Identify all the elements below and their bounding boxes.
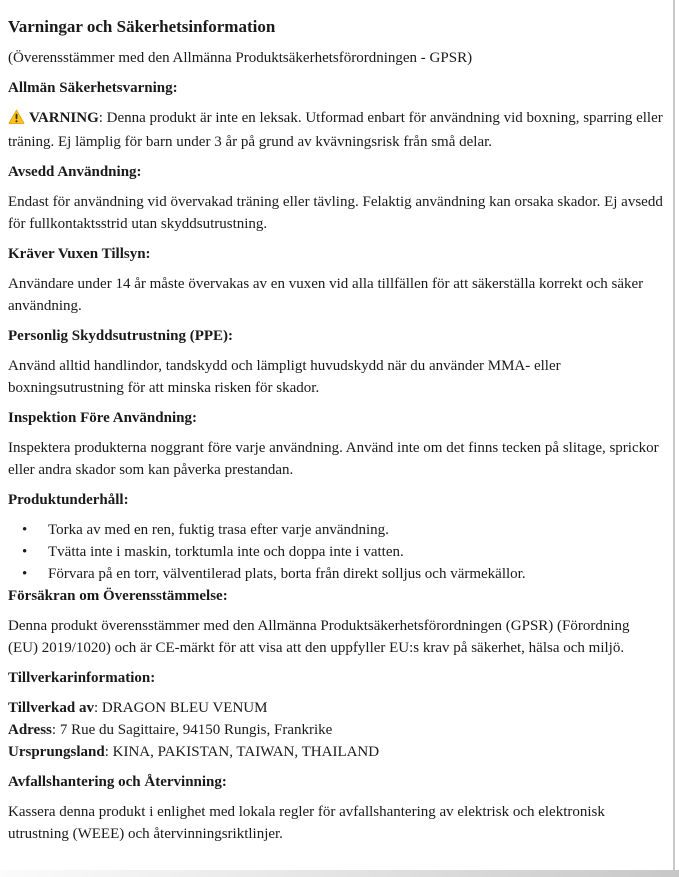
conformity-text: Denna produkt överensstämmer med den Allmänna Produktsäkerhetsförordningen (GPSR) (Förordning (EU) 2019/1020) och är CE-märkt för att visa att den uppfyller EU:s krav på säkerhet, hälsa och miljö.	[8, 618, 630, 656]
section-heading-intended-use: Avsedd Användning:	[8, 164, 142, 180]
gpsr-subtitle: (Överensstämmer med den Allmänna Produktsäkerhetsförordningen - GPSR)	[8, 50, 473, 66]
intended-use-text: Endast för användning vid övervakad träning eller tävling. Felaktig användning kan orsaka skador. Ej avsedd för fullkontaktsstrid utan skyddsutrustning.	[8, 194, 663, 232]
section-heading-ppe: Personlig Skyddsutrustning (PPE):	[8, 328, 234, 344]
disposal-text: Kassera denna produkt i enlighet med lokala regler för avfallshantering av elektrisk och elektronisk utrustning (WEEE) och återvinningsriktlinjer.	[8, 804, 605, 842]
inspection-text: Inspektera produkterna noggrant före varje användning. Använd inte om det finns tecken på slitage, sprickor eller andra skador som kan påverka prestandan.	[8, 440, 659, 478]
manufacturer-name-line	[8, 697, 663, 719]
manufacturer-label: Tillverkad av	[8, 700, 94, 716]
maintenance-list	[8, 519, 663, 585]
section-heading-supervision: Kräver Vuxen Tillsyn:	[8, 246, 151, 262]
warning-body-text: Utformad enbart för användning vid boxning, sparring eller träning. Ej lämplig för barn under 3 år på grund av kvävningsrisk från små delar.	[8, 110, 663, 150]
address-value: : 7 Rue du Sagittaire, 94150 Rungis, Frankrike	[51, 722, 333, 738]
list-item: • Förvara på en torr, välventilerad plats, borta från direkt solljus och värmekällor.	[22, 563, 663, 585]
warning-paragraph	[8, 107, 663, 153]
list-item: • Torka av med en ren, fuktig trasa efter varje användning.	[22, 519, 663, 541]
warning-label: VARNING	[29, 110, 99, 126]
address-line	[8, 719, 663, 741]
page-title: Varningar och Säkerhetsinformation	[8, 17, 276, 36]
section-heading-disposal: Avfallshantering och Återvinning:	[8, 774, 227, 790]
section-heading-conformity: Försäkran om Överensstämmelse:	[8, 588, 228, 604]
section-heading-inspection: Inspektion Före Användning:	[8, 410, 197, 426]
manufacturer-value: : DRAGON BLEU VENUM	[94, 700, 268, 716]
origin-value: : KINA, PAKISTAN, TAIWAN, THAILAND	[104, 744, 380, 760]
origin-label: Ursprungsland	[8, 744, 105, 760]
list-item: • Tvätta inte i maskin, torktumla inte och doppa inte i vatten.	[22, 541, 663, 563]
section-heading-manufacturer: Tillverkarinformation:	[8, 670, 156, 686]
manufacturer-info	[8, 697, 663, 763]
address-label: Adress	[8, 722, 52, 738]
ppe-text: Använd alltid handlindor, tandskydd och lämpligt huvudskydd när du använder MMA- eller boxningsutrustning för att minska risken för skador.	[8, 358, 561, 396]
warning-triangle-icon	[8, 109, 25, 131]
page-right-edge	[673, 0, 675, 870]
page-bottom-edge	[0, 870, 679, 877]
section-heading-general-warning: Allmän Säkerhetsvarning:	[8, 80, 178, 96]
origin-line	[8, 741, 663, 763]
warning-text: : Denna produkt är inte en leksak.	[98, 110, 302, 126]
supervision-text: Användare under 14 år måste övervakas av en vuxen vid alla tillfällen för att säkerställa korrekt och säker användning.	[8, 276, 644, 314]
section-heading-maintenance: Produktunderhåll:	[8, 492, 129, 508]
